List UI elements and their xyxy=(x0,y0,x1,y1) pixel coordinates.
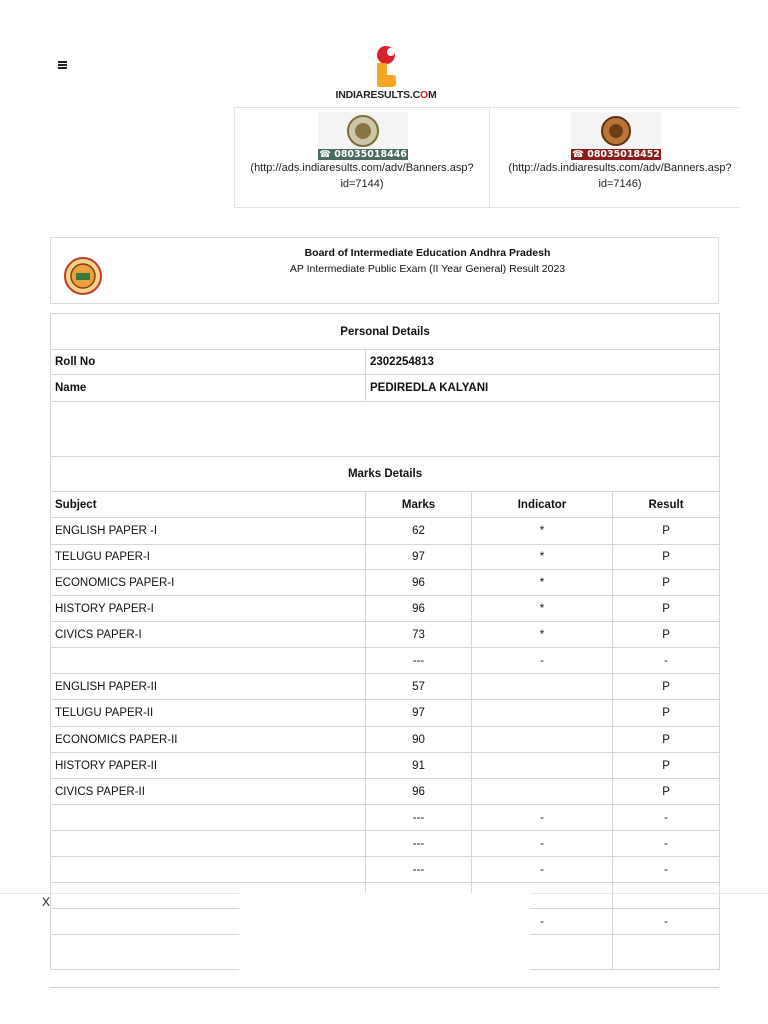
marks-cell: 97 xyxy=(366,700,472,727)
roll-no-value: 2302254813 xyxy=(366,350,720,375)
results-table xyxy=(50,313,720,970)
subject-cell: CIVICS PAPER-II xyxy=(51,779,366,805)
subject-cell: TELUGU PAPER-II xyxy=(51,700,366,727)
subject-cell xyxy=(51,648,366,674)
result-cell: P xyxy=(613,596,720,622)
name-value: PEDIREDLA KALYANI xyxy=(366,375,720,402)
marks-cell: --- xyxy=(366,805,472,831)
result-cell xyxy=(613,883,720,909)
close-ad-button[interactable]: X xyxy=(42,895,51,909)
marks-cell: 91 xyxy=(366,753,472,779)
subject-cell: HISTORY PAPER-I xyxy=(51,596,366,622)
logo-figure-icon xyxy=(366,45,406,89)
site-logo[interactable] xyxy=(334,45,438,101)
table-row xyxy=(51,648,720,674)
table-row xyxy=(51,622,720,648)
state-emblem-icon xyxy=(63,256,103,296)
result-cell: P xyxy=(613,518,720,545)
marks-cell: --- xyxy=(366,648,472,674)
ad-banner-2[interactable] xyxy=(489,107,739,208)
indicator-cell xyxy=(472,753,613,779)
marks-cell: --- xyxy=(366,857,472,883)
roll-no-label: Roll No xyxy=(51,350,366,375)
name-row xyxy=(51,375,720,402)
spacer-cell xyxy=(51,402,720,457)
ad-link[interactable]: (http://ads.indiaresults.com/adv/Banners.asp?id=7146) xyxy=(508,162,732,190)
table-row xyxy=(51,727,720,753)
indicator-cell: - xyxy=(472,909,613,935)
table-row xyxy=(51,805,720,831)
table-row xyxy=(51,700,720,727)
result-cell: P xyxy=(613,674,720,700)
result-cell: P xyxy=(613,753,720,779)
sticky-ad-placeholder xyxy=(239,893,530,987)
indicator-cell: * xyxy=(472,596,613,622)
marks-cell: 62 xyxy=(366,518,472,545)
subject-cell: TELUGU PAPER-I xyxy=(51,545,366,570)
marks-cell: 73 xyxy=(366,622,472,648)
board-title: Board of Intermediate Education Andhra Pradesh xyxy=(304,247,551,259)
indicator-cell xyxy=(472,779,613,805)
marks-cell: --- xyxy=(366,831,472,857)
footer-divider xyxy=(50,987,719,988)
result-cell xyxy=(613,935,720,970)
ad-banner-image[interactable] xyxy=(571,112,661,160)
result-cell: - xyxy=(613,831,720,857)
result-cell: P xyxy=(613,700,720,727)
subject-cell xyxy=(51,857,366,883)
table-row xyxy=(51,596,720,622)
indicator-cell: * xyxy=(472,545,613,570)
column-header-result: Result xyxy=(613,492,720,518)
table-row xyxy=(51,779,720,805)
indicator-cell xyxy=(472,700,613,727)
table-row xyxy=(51,831,720,857)
table-row xyxy=(51,518,720,545)
result-cell: - xyxy=(613,909,720,935)
exam-title: AP Intermediate Public Exam (II Year General) Result 2023 xyxy=(289,263,566,275)
indicator-cell xyxy=(472,727,613,753)
ad-link[interactable]: (http://ads.indiaresults.com/adv/Banners.asp?id=7144) xyxy=(250,162,474,190)
marks-cell: 96 xyxy=(366,596,472,622)
result-cell: - xyxy=(613,648,720,674)
marks-cell: 96 xyxy=(366,779,472,805)
table-row xyxy=(51,674,720,700)
result-cell: P xyxy=(613,779,720,805)
subject-cell: ENGLISH PAPER-II xyxy=(51,674,366,700)
result-cell: - xyxy=(613,805,720,831)
ad-phone-number: ☎ 08035018452 xyxy=(572,149,660,160)
subject-cell xyxy=(51,831,366,857)
result-cell: P xyxy=(613,727,720,753)
marks-details-heading: Marks Details xyxy=(51,457,720,492)
personal-details-heading: Personal Details xyxy=(51,314,720,350)
roll-no-row xyxy=(51,350,720,375)
ad-banner-1[interactable] xyxy=(234,107,490,208)
temple-emblem-icon xyxy=(318,112,408,149)
spacer-row xyxy=(51,402,720,457)
ad-banner-image[interactable] xyxy=(318,112,408,160)
subject-cell xyxy=(51,805,366,831)
indicator-cell: - xyxy=(472,805,613,831)
indicator-cell: - xyxy=(472,648,613,674)
table-row xyxy=(51,857,720,883)
table-row xyxy=(51,753,720,779)
indicator-cell: * xyxy=(472,570,613,596)
result-cell: P xyxy=(613,622,720,648)
subject-cell: ENGLISH PAPER -I xyxy=(51,518,366,545)
indicator-cell: - xyxy=(472,857,613,883)
table-row xyxy=(51,570,720,596)
result-cell: P xyxy=(613,570,720,596)
marks-cell: 97 xyxy=(366,545,472,570)
ad-phone-number: ☎ 08035018446 xyxy=(319,149,407,160)
subject-cell: ECONOMICS PAPER-I xyxy=(51,570,366,596)
marks-details-heading-row xyxy=(51,457,720,492)
marks-cell: 96 xyxy=(366,570,472,596)
logo-wordmark: INDIARESULTS.COM xyxy=(335,89,437,101)
indicator-cell: * xyxy=(472,622,613,648)
column-header-subject: Subject xyxy=(51,492,366,518)
name-label: Name xyxy=(51,375,366,402)
indicator-cell xyxy=(472,674,613,700)
result-cell: P xyxy=(613,545,720,570)
subject-cell: ECONOMICS PAPER-II xyxy=(51,727,366,753)
hamburger-menu-icon[interactable] xyxy=(56,58,70,72)
column-header-marks: Marks xyxy=(366,492,472,518)
column-header-indicator: Indicator xyxy=(472,492,613,518)
marks-cell: 90 xyxy=(366,727,472,753)
result-cell: - xyxy=(613,857,720,883)
personal-details-heading-row xyxy=(51,314,720,350)
indicator-cell: * xyxy=(472,518,613,545)
marks-cell: 57 xyxy=(366,674,472,700)
subject-cell: CIVICS PAPER-I xyxy=(51,622,366,648)
marks-header-row xyxy=(51,492,720,518)
indicator-cell: - xyxy=(472,831,613,857)
college-emblem-icon xyxy=(571,112,661,149)
board-header xyxy=(50,237,719,304)
subject-cell: HISTORY PAPER-II xyxy=(51,753,366,779)
table-row xyxy=(51,545,720,570)
